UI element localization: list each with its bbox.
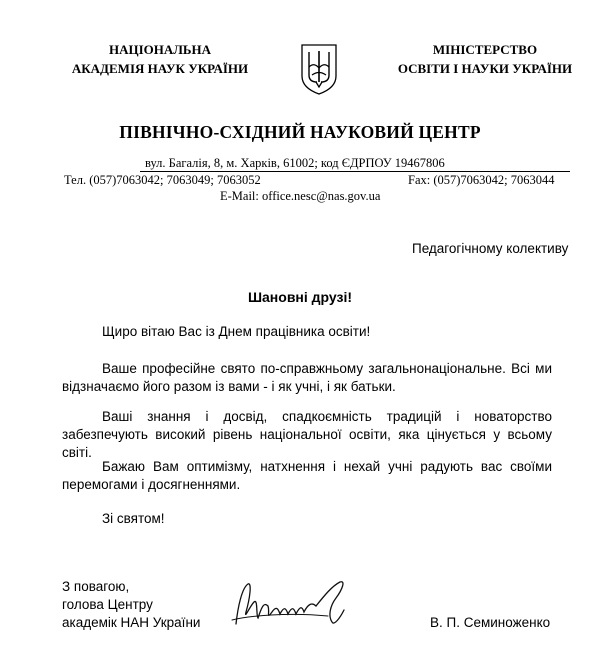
signoff-position: голова Центру [62, 597, 153, 612]
email-line: E-Mail: office.nesc@nas.gov.ua [220, 189, 381, 203]
left-header-line2: АКАДЕМІЯ НАУК УКРАЇНИ [71, 61, 249, 76]
trident-emblem-icon [299, 42, 339, 96]
paragraph-3: Ваші знання і досвід, спадкоємність традицій і новаторство забезпечують високий рівень національної освіти, яка цінується у всьому світі. [62, 409, 552, 460]
greeting: Шановні друзі! [247, 289, 353, 305]
signoff-regards: З повагою, [62, 579, 130, 594]
phone-line: Тел. (057)7063042; 7063049; 7063052 [64, 173, 261, 187]
right-header-line1: МІНІСТЕРСТВО [432, 42, 538, 57]
paragraph-2: Ваше професійне свято по-справжньому загальнонаціональне. Всі ми відзначаємо його разом із вами - і як учні, і як батьки. [62, 361, 552, 394]
right-header-line2: ОСВІТИ І НАУКИ УКРАЇНИ [397, 61, 573, 76]
address-line: вул. Багалія, 8, м. Харків, 61002; код ЄДРПОУ 19467806 [145, 156, 445, 170]
paragraph-1: Щиро вітаю Вас із Днем працівника освіти! [102, 324, 371, 339]
left-header-academy [60, 40, 260, 78]
recipient: Педагогічному колективу [412, 241, 569, 256]
fax-line: Fax: (057)7063042; 7063044 [408, 173, 555, 187]
paragraph-4: Бажаю Вам оптимізму, натхнення і нехай учні радують вас своїми перемогами і досягненнями. [62, 459, 552, 492]
paragraph-5: Зі святом! [102, 511, 165, 526]
right-header-ministry [370, 40, 600, 78]
signoff-title: академік НАН України [62, 615, 201, 630]
center-title: ПІВНІЧНО-СХІДНИЙ НАУКОВИЙ ЦЕНТР [119, 122, 481, 142]
signature-icon [228, 576, 363, 636]
signatory-name: В. П. Семиноженко [430, 615, 551, 630]
left-header-line1: НАЦІОНАЛЬНА [108, 42, 212, 57]
